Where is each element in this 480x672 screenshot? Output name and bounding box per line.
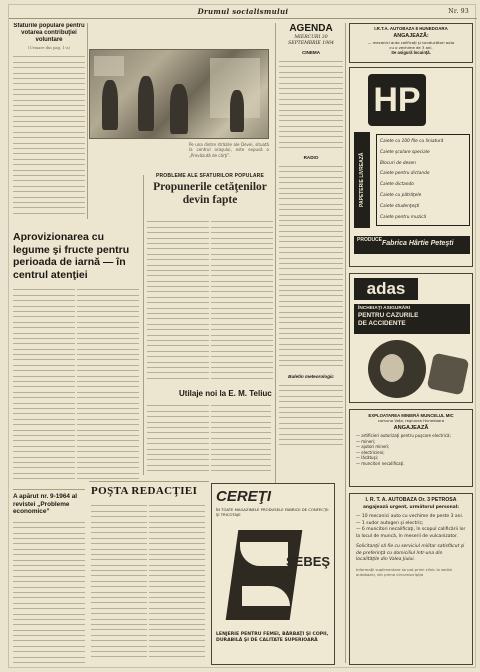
sebes-ad	[211, 483, 335, 665]
center-kicker: PROBLEME ALE SFATURILOR POPULARE	[155, 173, 265, 179]
hp-footer	[354, 236, 470, 254]
hp-product-list	[376, 134, 470, 226]
itta-line3: Se asigură locuinţă.	[391, 50, 431, 55]
adas-line3: DE ACCIDENTE	[358, 320, 406, 327]
center-body-a	[147, 217, 209, 385]
agenda-cinema-body	[279, 57, 343, 153]
masthead	[9, 5, 477, 19]
mine-sub: comuna Vaţa, regiunea Hunedoara	[377, 418, 445, 423]
hp-side-band: PAPETERIE LIVREAZĂ	[354, 132, 370, 228]
hp-logo: HP	[368, 74, 426, 126]
col1-top	[13, 23, 85, 223]
mine-job-item: — ajutori mineri;	[356, 444, 390, 450]
itta-hire: ANGAJEAZĂ:	[393, 33, 429, 39]
itta-line1: — mecanici auto calificaţi şi conducători auto	[367, 40, 455, 45]
bookshop-photo	[89, 49, 269, 139]
page-number: Nr. 93	[448, 8, 469, 15]
col1-bottom-headline: A apărut nr. 9-1964 al revistei „Probleme economice”	[13, 493, 78, 515]
mine-title: EXPLOATAREA MINIERĂ MUNCELUL MIC	[368, 413, 454, 418]
mine-list	[350, 431, 472, 469]
petrosa-note: Solicitanţii să fie cu serviciul militar satisfăcut şi de preferinţă cu domiciliul într-una din localităţile din Valea Jiului.	[356, 544, 465, 562]
agenda-radio: RADIO	[303, 154, 319, 160]
hp-product-item: Caiete cu pătrăţele	[380, 192, 422, 198]
hp-product-item: Blocuri de desen	[380, 160, 416, 166]
hp-product-item: Caiete pentru dictando	[380, 171, 430, 177]
hp-product-item: Caiete cu 100 file cu liniatură	[380, 139, 444, 144]
itta-line2: cu o vechime de 3 ani.	[389, 45, 433, 50]
itta-hunedoara-ad	[349, 23, 473, 63]
adas-line2: PENTRU CAZURILE	[358, 312, 419, 319]
hp-product-item: Caiete şcolare speciale	[380, 149, 430, 155]
petrosa-hire: angajează urgent, următorul personal:	[362, 505, 460, 510]
center-article-head	[147, 173, 273, 223]
petrosa-title: I. R. T. A. AUTOBAZA Or. 3 PETROSA	[365, 497, 457, 503]
adas-hand-graphic	[427, 353, 470, 396]
col1-article-body-b	[77, 285, 139, 485]
mine-job-item: — artificieri autorizaţi pentru puşcare electrică;	[356, 433, 451, 438]
agenda-column	[279, 23, 343, 483]
col1-bottom-body	[13, 518, 85, 666]
posta-body-b	[149, 501, 205, 661]
mine-job-item: — muncitori necalificaţi.	[356, 460, 405, 466]
agenda-cinema: CINEMA	[301, 49, 321, 55]
col1-article-body-a	[13, 285, 75, 485]
cereti-title: CEREŢI	[216, 488, 272, 505]
col1-top-body	[13, 52, 85, 222]
newspaper-page	[8, 4, 476, 668]
adas-logo: adas	[354, 278, 418, 300]
utilaje-body-b	[211, 401, 271, 477]
col1-bottom	[13, 493, 85, 665]
agenda-date: MIERCURI 30 SEPTEMBRIE 1964	[288, 35, 334, 46]
petrosa-job-item: — 10 mecanici auto cu vechime de peste 3 ani.	[356, 514, 464, 519]
photo-caption: Pe una dintre străzile ale Devei, situată la centrul oraşului, este expusă o „Prevăzută de cărţi”.	[189, 142, 269, 158]
mine-job-item: — mineri;	[356, 438, 376, 444]
center-headline: Propunerile cetăţenilor devin fapte	[153, 181, 267, 206]
cereti-sub: ÎN TOATE MAGAZINELE PRODUSELE FABRICII DE CONFECŢII ŞI TRICOTAJE	[216, 507, 329, 517]
adas-line1: ÎNCHEIAŢI ASIGURĂRI	[358, 306, 411, 311]
masthead-title: Drumul socialismului	[197, 7, 289, 16]
petrosa-ad	[349, 493, 473, 665]
sebes-logo: SEBEŞ	[286, 554, 331, 569]
mine-job-item: — electricieni;	[356, 449, 385, 455]
hp-product-item: Caiete dictando	[380, 182, 414, 188]
mine-job-item: — lăcătuşi;	[356, 455, 379, 461]
petrosa-list	[350, 510, 472, 542]
agenda-meteo: Buletin meteorologic	[288, 373, 334, 379]
petrosa-foot: Informaţii suplimentare se pot primi zilnic la sediul autobazei, din prima circumscripţia	[356, 566, 453, 577]
petrosa-job-item: — 1 sudor autogen şi electric;	[356, 520, 424, 526]
posta-headline: POŞTA REDACŢIEI	[91, 485, 198, 497]
col1-top-headline: Sfaturile populare pentru votarea contribuţiei voluntare	[13, 23, 85, 43]
hp-product-item: Caiete studenţeşti	[380, 203, 420, 209]
adas-ad	[349, 273, 473, 403]
petrosa-job-item: — 6 muncitori necalificaţi, în scopul calificării lor la locul de muncă, în meserii de vulcanizator.	[356, 527, 466, 539]
agenda-radio-body	[279, 162, 343, 372]
hp-ad	[349, 67, 473, 267]
sebes-footer: LENJERIE PENTRU FEMEI, BĂRBAŢI ŞI COPII, DURABILĂ ŞI DE CALITATE SUPERIOARĂ	[216, 632, 329, 643]
col1-top-sub: (Urmare din pag. 1-a)	[28, 45, 70, 50]
mine-hire: ANGAJEAZĂ	[393, 425, 429, 431]
utilaje-body-a	[147, 401, 209, 477]
hp-product-item: Caiete pentru muzică	[380, 214, 427, 220]
itta-title: I.R.T.A. AUTOBAZA 8 HUNEDOARA	[374, 26, 448, 31]
center-body-b	[211, 217, 273, 385]
utilaje-headline: Utilaje noi la E. M. Teliuc	[179, 389, 272, 398]
adas-slogan	[354, 304, 470, 334]
col1-article-headline: Aprovizionarea cu legume şi fructe pentru perioada de iarnă — în centrul atenţiei	[13, 231, 130, 281]
muncelul-mic-ad	[349, 409, 473, 487]
agenda-title: AGENDA	[289, 23, 333, 34]
hp-footer-left: PRODUCE	[357, 237, 383, 243]
hp-footer-right: Fabrica Hârtie Peteşti	[382, 240, 454, 247]
posta-body-a	[91, 501, 147, 661]
agenda-meteo-body	[279, 381, 343, 451]
